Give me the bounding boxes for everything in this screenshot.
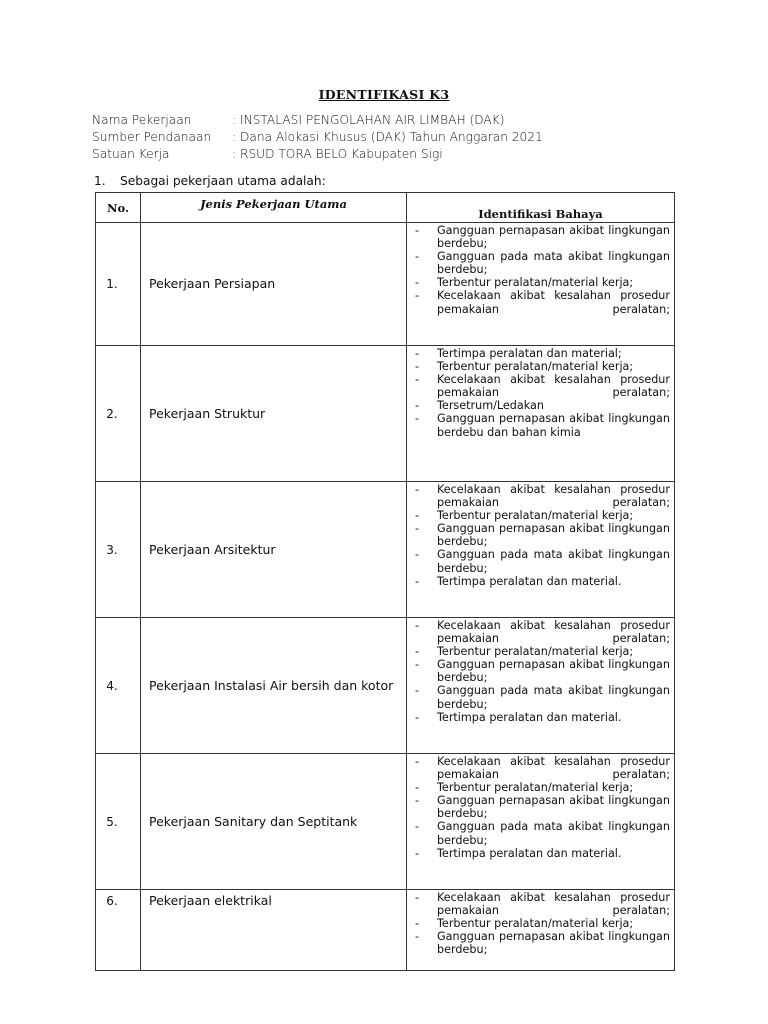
hazard-list-cell [407,346,675,482]
hazard-item: - Gangguan pada mata akibat lingkungan berdebu; [413,548,670,574]
hazard-item: - Kecelakaan akibat kesalahan prosedur pemakaian peralatan; [413,289,670,315]
table-row [96,482,675,618]
hazard-item: - Terbentur peralatan/material kerja; [413,509,670,522]
job-name: Pekerjaan Arsitektur [141,482,407,618]
row-number: 2. [96,346,141,482]
header-job [141,193,407,223]
table-row [96,223,675,346]
hazard-item: - Gangguan pernapasan akibat lingkungan berdebu; [413,658,670,684]
table-header-row [96,193,675,223]
meta-value: : RSUD TORA BELO Kabupaten Sigi [232,147,443,161]
hazard-item: - Gangguan pada mata akibat lingkungan berdebu; [413,820,670,846]
hazard-item: - Tertimpa peralatan dan material; [413,347,670,360]
table-row [96,618,675,754]
hazard-item: - Gangguan pada mata akibat lingkungan berdebu; [413,684,670,710]
hazard-list [413,224,670,316]
hazard-item: - Kecelakaan akibat kesalahan prosedur pemakaian peralatan; [413,373,670,399]
hazard-list-cell [407,618,675,754]
hazard-item: - Terbentur peralatan/material kerja; [413,645,670,658]
hazard-item: - Gangguan pada mata akibat lingkungan berdebu; [413,250,670,276]
hazard-item: - Gangguan pernapasan akibat lingkungan berdebu; [413,224,670,250]
hazard-item: - Kecelakaan akibat kesalahan prosedur pemakaian peralatan; [413,755,670,781]
section-intro-text: Sebagai pekerjaan utama adalah: [120,174,326,188]
hazard-item: - Terbentur peralatan/material kerja; [413,276,670,289]
hazard-item: - Kecelakaan akibat kesalahan prosedur pemakaian peralatan; [413,483,670,509]
section-number: 1. [94,174,106,188]
row-number: 1. [96,223,141,346]
hazard-item: - Gangguan pernapasan akibat lingkungan berdebu; [413,522,670,548]
hazard-item: - Gangguan pernapasan akibat lingkungan berdebu; [413,930,670,956]
meta-row-job-name [92,112,543,129]
row-number: 5. [96,754,141,890]
meta-value: : Dana Alokasi Khusus (DAK) Tahun Anggaran 2021 [232,130,543,144]
meta-row-funding-source [92,129,543,146]
table-row [96,754,675,890]
row-number: 4. [96,618,141,754]
document-title [0,87,768,102]
row-number: 6. [96,890,141,971]
hazard-item: - Terbentur peralatan/material kerja; [413,781,670,794]
document-title-text: IDENTIFIKASI K3 [318,87,450,102]
meta-row-work-unit [92,146,543,163]
document-meta [92,112,543,163]
hazard-list [413,891,670,956]
job-name: Pekerjaan elektrikal [141,890,407,971]
meta-label: Satuan Kerja [92,147,170,161]
table-row [96,890,675,971]
header-no: No. [96,193,141,223]
header-hazard: Identifikasi Bahaya [407,193,675,223]
hazard-item: - Tertimpa peralatan dan material. [413,847,670,860]
hazard-list-cell [407,223,675,346]
hazard-list-cell [407,754,675,890]
hazard-list [413,755,670,860]
job-name: Pekerjaan Instalasi Air bersih dan kotor [141,618,407,754]
job-name: Pekerjaan Persiapan [141,223,407,346]
meta-label: Nama Pekerjaan [92,113,192,127]
hazard-item: - Tertimpa peralatan dan material. [413,711,670,724]
meta-label: Sumber Pendanaan [92,130,212,144]
header-job-text: Jenis Pekerjaan Utama [200,197,347,211]
hazard-list [413,619,670,724]
hazard-item: - Gangguan pernapasan akibat lingkungan berdebu dan bahan kimia [413,412,670,438]
hazard-item: - Kecelakaan akibat kesalahan prosedur pemakaian peralatan; [413,891,670,917]
meta-value: : INSTALASI PENGOLAHAN AIR LIMBAH (DAK) [232,113,505,127]
row-number: 3. [96,482,141,618]
hazard-item: - Terbentur peralatan/material kerja; [413,360,670,373]
section-intro [94,174,326,188]
hazard-identification-table [95,192,675,971]
job-name: Pekerjaan Sanitary dan Septitank [141,754,407,890]
hazard-list [413,347,670,439]
hazard-item: - Tersetrum/Ledakan [413,399,670,412]
hazard-list-cell [407,890,675,971]
hazard-item: - Gangguan pernapasan akibat lingkungan berdebu; [413,794,670,820]
hazard-list-cell [407,482,675,618]
hazard-list [413,483,670,588]
table-row [96,346,675,482]
hazard-item: - Kecelakaan akibat kesalahan prosedur pemakaian peralatan; [413,619,670,645]
hazard-item: - Terbentur peralatan/material kerja; [413,917,670,930]
job-name: Pekerjaan Struktur [141,346,407,482]
hazard-item: - Tertimpa peralatan dan material. [413,575,670,588]
